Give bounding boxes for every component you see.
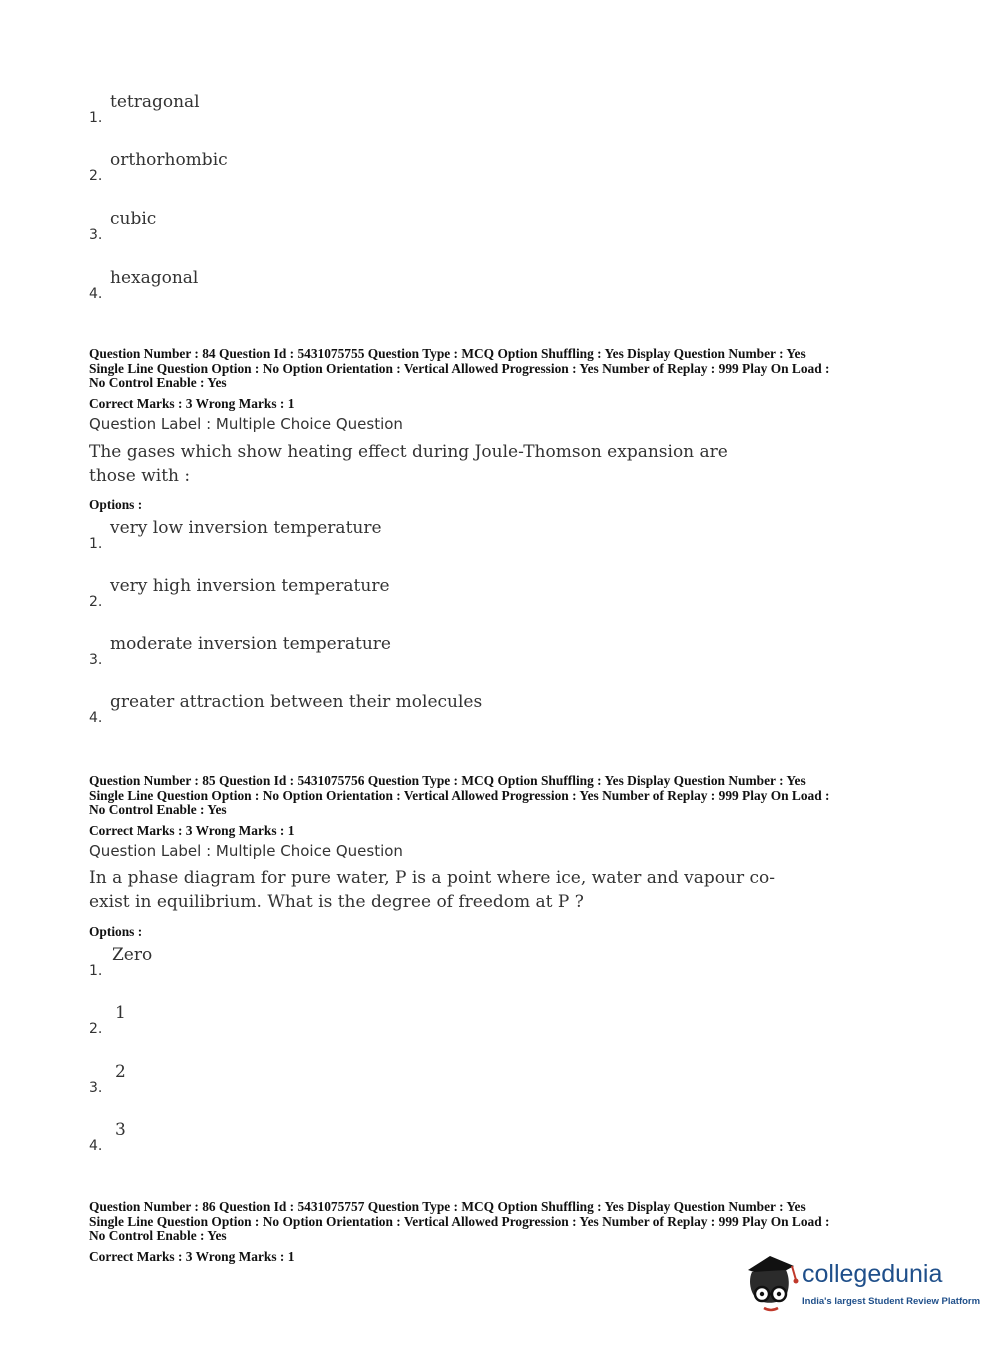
question-label: Question Label : Multiple Choice Question: [89, 415, 403, 433]
meta-line: Single Line Question Option : No Option Orientation : Vertical Allowed Progression : Yes Number of Replay : 999 Play On Load :: [89, 1213, 830, 1229]
options-label: Options :: [89, 497, 143, 512]
marks-line: Correct Marks : 3 Wrong Marks : 1: [89, 1249, 295, 1264]
question-meta: [89, 774, 919, 818]
meta-line: No Control Enable : Yes: [89, 802, 227, 818]
meta-line: Question Number : 84 Question Id : 5431075755 Question Type : MCQ Option Shuffling : Yes Display Question Number : Yes: [89, 346, 806, 361]
marks-line: Correct Marks : 3 Wrong Marks : 1: [89, 396, 295, 411]
meta-line: Question Number : 86 Question Id : 5431075757 Question Type : MCQ Option Shuffling : Yes Display Question Number : Yes: [89, 1199, 806, 1214]
option-text: cubic: [110, 209, 157, 229]
option-text: 3: [115, 1120, 126, 1140]
meta-line: Single Line Question Option : No Option Orientation : Vertical Allowed Progression : Yes Number of Replay : 999 Play On Load :: [89, 787, 830, 803]
option-text: very low inversion temperature: [110, 518, 382, 538]
question-text: [89, 866, 789, 914]
question-line: In a phase diagram for pure water, P is a point where ice, water and vapour co-: [89, 868, 775, 888]
collegedunia-logo: [742, 1250, 981, 1318]
option-number: 1.: [89, 536, 103, 552]
option-number: 3.: [89, 652, 103, 668]
option-text: 2: [115, 1062, 126, 1082]
marks-line: Correct Marks : 3 Wrong Marks : 1: [89, 823, 295, 838]
meta-line: Question Number : 85 Question Id : 5431075756 Question Type : MCQ Option Shuffling : Yes Display Question Number : Yes: [89, 773, 806, 788]
option-number: 4.: [89, 710, 103, 726]
option-text: greater attraction between their molecules: [110, 692, 483, 712]
meta-line: Single Line Question Option : No Option Orientation : Vertical Allowed Progression : Yes Number of Replay : 999 Play On Load :: [89, 360, 830, 376]
question-line: exist in equilibrium. What is the degree of freedom at P ?: [89, 892, 584, 912]
option-number: 1.: [89, 110, 103, 126]
option-number: 3.: [89, 227, 103, 243]
option-text: orthorhombic: [110, 150, 228, 170]
option-text: 1: [115, 1003, 126, 1023]
option-number: 1.: [89, 963, 103, 979]
option-text: hexagonal: [110, 268, 199, 288]
mascot-icon: [742, 1250, 800, 1318]
question-line: The gases which show heating effect during Joule-Thomson expansion are: [89, 442, 728, 462]
option-text: very high inversion temperature: [110, 576, 390, 596]
option-text: moderate inversion temperature: [110, 634, 391, 654]
logo-tagline: India's largest Student Review Platform: [802, 1296, 981, 1307]
option-number: 4.: [89, 286, 103, 302]
option-number: 2.: [89, 594, 103, 610]
option-text: Zero: [112, 945, 153, 965]
option-number: 3.: [89, 1080, 103, 1096]
option-number: 2.: [89, 168, 103, 184]
meta-line: No Control Enable : Yes: [89, 1228, 227, 1244]
option-number: 2.: [89, 1021, 103, 1037]
meta-line: No Control Enable : Yes: [89, 375, 227, 391]
question-label: Question Label : Multiple Choice Question: [89, 842, 403, 860]
logo-name: collegedunia: [802, 1260, 943, 1288]
question-meta: [89, 347, 919, 391]
question-line: those with :: [89, 466, 191, 486]
option-text: tetragonal: [110, 92, 200, 112]
question-text: [89, 440, 789, 488]
option-number: 4.: [89, 1138, 103, 1154]
options-label: Options :: [89, 924, 143, 939]
question-meta: [89, 1200, 919, 1244]
